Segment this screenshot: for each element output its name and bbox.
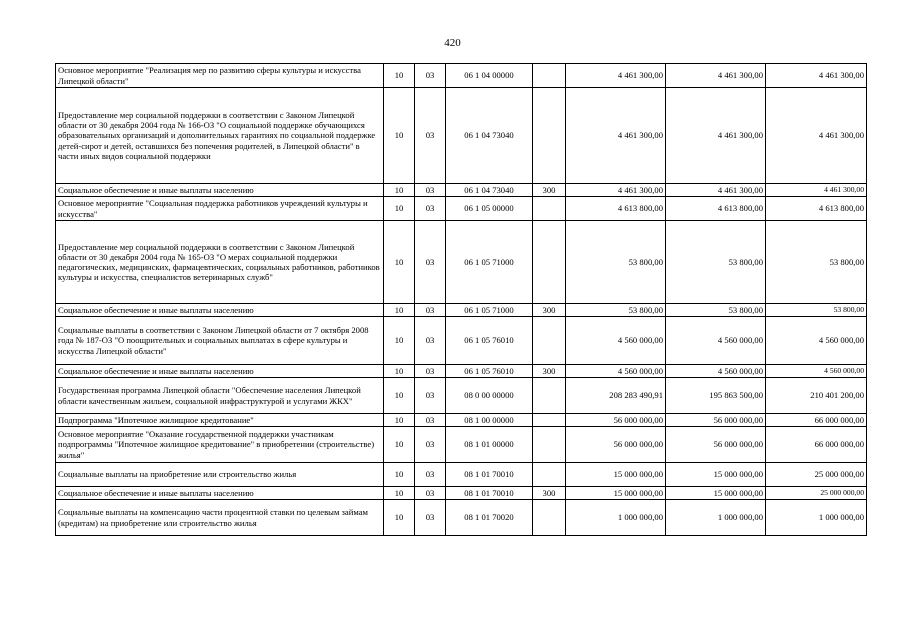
table-row: [56, 463, 867, 487]
table-row: [56, 317, 867, 365]
amount-col1-cell: 4 461 300,00: [566, 184, 666, 197]
item-name-cell: Социальное обеспечение и иные выплаты населению: [56, 487, 384, 500]
amount-col1-cell: 1 000 000,00: [566, 500, 666, 536]
target-article-cell: 08 1 00 00000: [446, 414, 533, 427]
item-name-cell: Социальное обеспечение и иные выплаты населению: [56, 304, 384, 317]
expense-type-cell: [533, 221, 566, 304]
section-code-cell: 10: [384, 378, 415, 414]
expense-type-cell: [533, 88, 566, 184]
table-row: [56, 304, 867, 317]
section-code-cell: 10: [384, 197, 415, 221]
target-article-cell: 06 1 05 76010: [446, 317, 533, 365]
amount-col1-cell: 4 560 000,00: [566, 317, 666, 365]
expense-type-cell: [533, 414, 566, 427]
amount-col2-cell: 4 613 800,00: [666, 197, 766, 221]
amount-col3-cell: 4 560 000,00: [766, 317, 867, 365]
section-code-cell: 10: [384, 365, 415, 378]
amount-col1-cell: 4 613 800,00: [566, 197, 666, 221]
target-article-cell: 08 0 00 00000: [446, 378, 533, 414]
amount-col3-cell: 1 000 000,00: [766, 500, 867, 536]
subsection-code-cell: 03: [415, 463, 446, 487]
section-code-cell: 10: [384, 487, 415, 500]
subsection-code-cell: 03: [415, 378, 446, 414]
amount-col1-cell: 4 461 300,00: [566, 88, 666, 184]
section-code-cell: 10: [384, 64, 415, 88]
amount-col1-cell: 53 800,00: [566, 304, 666, 317]
table-row: [56, 414, 867, 427]
item-name-cell: Социальные выплаты в соответствии с Законом Липецкой области от 7 октября 2008 года № 187-ОЗ "О поощрительных и социальных выплатах в сфере культуры и искусства Липецкой области": [56, 317, 384, 365]
item-name-cell: Предоставление мер социальной поддержки в соответствии с Законом Липецкой области от 30 декабря 2004 года № 165-ОЗ "О мерах социальной поддержки педагогических, медицинских, фармацевтических, социальных работников, работников культуры и искусства, специалистов ветеринарных служб": [56, 221, 384, 304]
target-article-cell: 06 1 04 00000: [446, 64, 533, 88]
amount-col3-cell: 4 560 000,00: [766, 365, 867, 378]
table-row: [56, 88, 867, 184]
item-name-cell: Социальные выплаты на компенсацию части процентной ставки по целевым займам (кредитам) на приобретение или строительство жилья: [56, 500, 384, 536]
item-name-cell: Социальное обеспечение и иные выплаты населению: [56, 365, 384, 378]
amount-col3-cell: 66 000 000,00: [766, 414, 867, 427]
amount-col2-cell: 195 863 500,00: [666, 378, 766, 414]
section-code-cell: 10: [384, 88, 415, 184]
subsection-code-cell: 03: [415, 88, 446, 184]
page-number: 420: [444, 37, 461, 49]
budget-table: [55, 63, 867, 536]
subsection-code-cell: 03: [415, 304, 446, 317]
amount-col3-cell: 4 613 800,00: [766, 197, 867, 221]
item-name-cell: Основное мероприятие "Реализация мер по развитию сферы культуры и искусства Липецкой области": [56, 64, 384, 88]
amount-col2-cell: 15 000 000,00: [666, 463, 766, 487]
amount-col2-cell: 15 000 000,00: [666, 487, 766, 500]
section-code-cell: 10: [384, 304, 415, 317]
subsection-code-cell: 03: [415, 317, 446, 365]
amount-col2-cell: 56 000 000,00: [666, 427, 766, 463]
amount-col3-cell: 25 000 000,00: [766, 487, 867, 500]
table-row: [56, 221, 867, 304]
amount-col3-cell: 53 800,00: [766, 221, 867, 304]
amount-col2-cell: 4 461 300,00: [666, 64, 766, 88]
amount-col1-cell: 53 800,00: [566, 221, 666, 304]
amount-col1-cell: 4 560 000,00: [566, 365, 666, 378]
table-row: [56, 487, 867, 500]
amount-col1-cell: 4 461 300,00: [566, 64, 666, 88]
section-code-cell: 10: [384, 500, 415, 536]
table-row: [56, 427, 867, 463]
amount-col1-cell: 15 000 000,00: [566, 463, 666, 487]
table-row: [56, 500, 867, 536]
amount-col2-cell: 56 000 000,00: [666, 414, 766, 427]
target-article-cell: 06 1 05 76010: [446, 365, 533, 378]
expense-type-cell: [533, 64, 566, 88]
target-article-cell: 06 1 04 73040: [446, 184, 533, 197]
expense-type-cell: 300: [533, 184, 566, 197]
table-row: [56, 197, 867, 221]
expense-type-cell: [533, 197, 566, 221]
section-code-cell: 10: [384, 221, 415, 304]
section-code-cell: 10: [384, 317, 415, 365]
amount-col1-cell: 208 283 490,91: [566, 378, 666, 414]
amount-col1-cell: 15 000 000,00: [566, 487, 666, 500]
item-name-cell: Социальные выплаты на приобретение или строительство жилья: [56, 463, 384, 487]
subsection-code-cell: 03: [415, 500, 446, 536]
expense-type-cell: [533, 500, 566, 536]
amount-col3-cell: 25 000 000,00: [766, 463, 867, 487]
amount-col2-cell: 4 560 000,00: [666, 317, 766, 365]
amount-col2-cell: 53 800,00: [666, 221, 766, 304]
subsection-code-cell: 03: [415, 365, 446, 378]
subsection-code-cell: 03: [415, 64, 446, 88]
amount-col1-cell: 56 000 000,00: [566, 414, 666, 427]
amount-col2-cell: 4 461 300,00: [666, 184, 766, 197]
amount-col2-cell: 4 560 000,00: [666, 365, 766, 378]
section-code-cell: 10: [384, 184, 415, 197]
amount-col3-cell: 66 000 000,00: [766, 427, 867, 463]
item-name-cell: Предоставление мер социальной поддержки в соответствии с Законом Липецкой области от 30 декабря 2004 года № 166-ОЗ "О социальной поддержке обучающихся образовательных организаций и дополнительных гарантиях по социальной поддержке детей-сирот и детей, оставшихся без попечения родителей, в Липецкой области" в части иных видов социальной поддержки: [56, 88, 384, 184]
item-name-cell: Подпрограмма "Ипотечное жилищное кредитование": [56, 414, 384, 427]
amount-col3-cell: 210 401 200,00: [766, 378, 867, 414]
target-article-cell: 06 1 04 73040: [446, 88, 533, 184]
amount-col3-cell: 4 461 300,00: [766, 88, 867, 184]
section-code-cell: 10: [384, 414, 415, 427]
amount-col2-cell: 1 000 000,00: [666, 500, 766, 536]
expense-type-cell: [533, 427, 566, 463]
expense-type-cell: [533, 378, 566, 414]
item-name-cell: Социальное обеспечение и иные выплаты населению: [56, 184, 384, 197]
expense-type-cell: [533, 317, 566, 365]
item-name-cell: Основное мероприятие "Оказание государственной поддержки участникам подпрограммы "Ипотечное жилищное кредитование" в приобретении (строительстве) жилья": [56, 427, 384, 463]
subsection-code-cell: 03: [415, 414, 446, 427]
target-article-cell: 08 1 01 70010: [446, 487, 533, 500]
amount-col2-cell: 4 461 300,00: [666, 88, 766, 184]
expense-type-cell: 300: [533, 365, 566, 378]
expense-type-cell: 300: [533, 487, 566, 500]
target-article-cell: 08 1 01 70020: [446, 500, 533, 536]
target-article-cell: 08 1 01 70010: [446, 463, 533, 487]
subsection-code-cell: 03: [415, 184, 446, 197]
table-row: [56, 184, 867, 197]
item-name-cell: Государственная программа Липецкой области "Обеспечение населения Липецкой области качественным жильем, социальной инфраструктурой и услугами ЖКХ": [56, 378, 384, 414]
expense-type-cell: 300: [533, 304, 566, 317]
section-code-cell: 10: [384, 427, 415, 463]
subsection-code-cell: 03: [415, 197, 446, 221]
subsection-code-cell: 03: [415, 221, 446, 304]
target-article-cell: 06 1 05 00000: [446, 197, 533, 221]
item-name-cell: Основное мероприятие "Социальная поддержка работников учреждений культуры и искусства": [56, 197, 384, 221]
target-article-cell: 06 1 05 71000: [446, 221, 533, 304]
amount-col3-cell: 4 461 300,00: [766, 64, 867, 88]
target-article-cell: 08 1 01 00000: [446, 427, 533, 463]
amount-col1-cell: 56 000 000,00: [566, 427, 666, 463]
amount-col3-cell: 4 461 300,00: [766, 184, 867, 197]
table-row: [56, 365, 867, 378]
target-article-cell: 06 1 05 71000: [446, 304, 533, 317]
budget-table-body: [56, 64, 867, 536]
amount-col3-cell: 53 800,00: [766, 304, 867, 317]
table-row: [56, 378, 867, 414]
amount-col2-cell: 53 800,00: [666, 304, 766, 317]
subsection-code-cell: 03: [415, 427, 446, 463]
expense-type-cell: [533, 463, 566, 487]
subsection-code-cell: 03: [415, 487, 446, 500]
section-code-cell: 10: [384, 463, 415, 487]
table-row: [56, 64, 867, 88]
